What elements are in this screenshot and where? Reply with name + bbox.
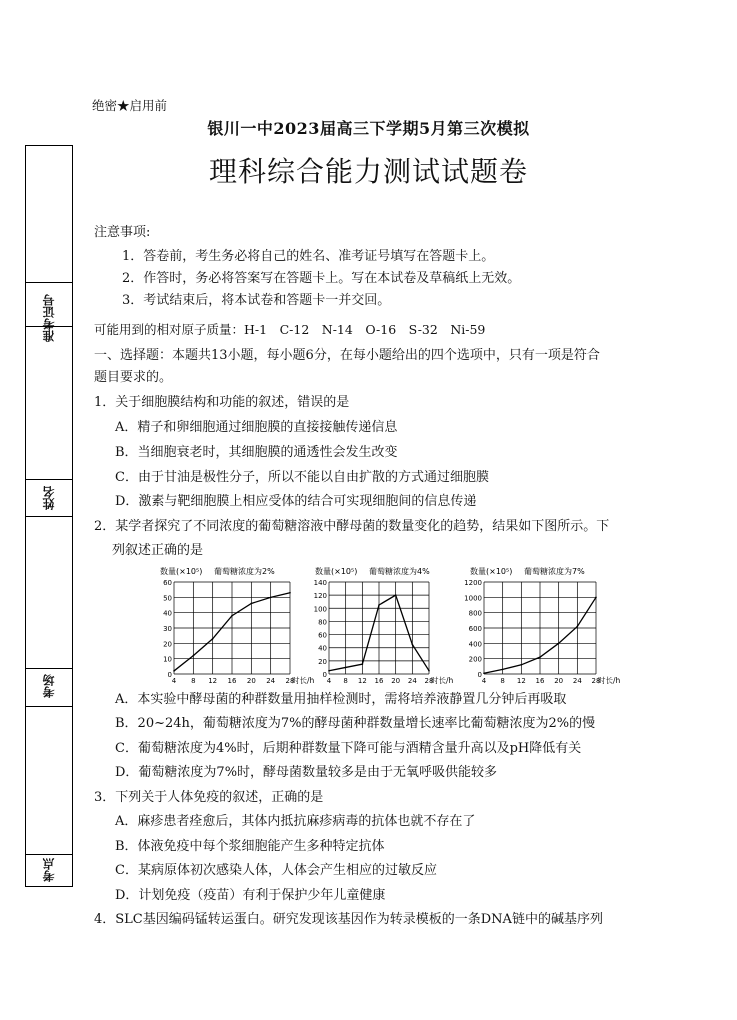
data-point <box>289 592 291 594</box>
y-tick-label: 80 <box>318 618 327 627</box>
question-2-option: C．葡萄糖浓度为4%时，后期种群数量下降可能与酒精含量升高以及pH降低有关 <box>115 741 582 756</box>
data-point <box>173 670 175 672</box>
data-point <box>270 597 272 599</box>
question-2-option: D．葡萄糖浓度为7%时，酵母菌数量较多是由于无氧呼吸供能较多 <box>115 765 498 780</box>
chart-2-percent <box>160 566 315 685</box>
note-item: 2．作答时，务必将答案写在答题卡上。写在本试卷及草稿纸上无效。 <box>122 271 521 286</box>
chart-title: 葡萄糖浓度为4% <box>369 567 430 576</box>
y-tick-label: 120 <box>313 592 327 601</box>
data-point <box>412 644 414 646</box>
question-3-option: C．某病原体初次感染人体，人体会产生相应的过敏反应 <box>115 863 437 878</box>
x-tick-label: 16 <box>227 677 237 685</box>
x-tick-label: 24 <box>572 677 582 685</box>
y-tick-label: 400 <box>468 640 482 649</box>
x-tick-label: 24 <box>266 677 276 685</box>
sidebar-divider <box>26 516 72 517</box>
y-tick-label: 140 <box>313 579 327 587</box>
y-tick-label: 50 <box>163 594 172 603</box>
question-3-option: D．计划免疫（疫苗）有利于保护少年儿童健康 <box>115 888 386 903</box>
data-point <box>193 655 195 657</box>
question-1-option: D．激素与靶细胞膜上相应受体的结合可实现细胞间的信息传递 <box>115 494 477 509</box>
exam-site-label: 考点 <box>42 858 56 882</box>
x-tick-label: 12 <box>357 677 367 685</box>
x-axis-label: 时长/h <box>431 676 454 685</box>
chart-7-percent <box>464 566 620 685</box>
y-tick-label: 800 <box>468 609 482 618</box>
x-tick-label: 20 <box>554 677 564 685</box>
question-1-option: C．由于甘油是极性分子，所以不能以自由扩散的方式通过细胞膜 <box>115 470 489 485</box>
data-point <box>345 667 347 669</box>
sidebar-divider <box>26 479 72 480</box>
data-point <box>212 638 214 640</box>
question-3-option: A．麻疹患者痊愈后，其体内抵抗麻疹病毒的抗体也就不存在了 <box>115 814 476 829</box>
sidebar-divider <box>26 706 72 707</box>
note-item: 3．考试结束后，将本试卷和答题卡一并交回。 <box>122 293 391 308</box>
data-point <box>378 604 380 606</box>
question-3-option: B．体液免疫中每个浆细胞能产生多种特定抗体 <box>115 839 385 854</box>
x-tick-label: 16 <box>535 677 545 685</box>
y-tick-label: 40 <box>318 644 327 653</box>
y-tick-label: 30 <box>163 625 172 633</box>
yeast-growth-charts <box>140 562 737 686</box>
y-axis-label: 数量(×10⁵) <box>160 567 203 576</box>
x-tick-label: 28 <box>424 677 434 685</box>
question-1-stem: 1．关于细胞膜结构和功能的叙述，错误的是 <box>94 395 350 410</box>
x-tick-label: 8 <box>191 677 196 685</box>
data-point <box>577 626 579 628</box>
y-tick-label: 200 <box>468 655 482 664</box>
data-point <box>483 672 485 674</box>
sidebar-divider <box>26 326 72 327</box>
y-tick-label: 0 <box>167 671 172 679</box>
x-tick-label: 4 <box>326 677 332 685</box>
exam-room-label: 考场 <box>42 674 56 698</box>
y-tick-label: 600 <box>468 625 482 633</box>
question-2-option: A．本实验中酵母菌的种群数量用抽样检测时，需将培养液静置几分钟后再吸取 <box>115 692 567 707</box>
x-tick-label: 28 <box>591 677 601 685</box>
sidebar-divider <box>26 282 72 283</box>
note-item: 1．答卷前，考生务必将自己的姓名、准考证号填写在答题卡上。 <box>122 249 495 264</box>
exam-name: 银川一中2023届高三下学期5月第三次模拟 <box>207 119 530 138</box>
sidebar-divider <box>26 668 72 669</box>
y-tick-label: 60 <box>163 579 172 587</box>
question-3-stem: 3．下列关于人体免疫的叙述，正确的是 <box>94 790 324 805</box>
y-tick-label: 60 <box>318 631 327 640</box>
binding-sidebar <box>25 145 73 887</box>
question-4-stem: 4．SLC基因编码锰转运蛋白。研究发现该基因作为转录模板的一条DNA链中的碱基序列 <box>94 912 603 927</box>
y-axis-label: 数量(×10⁵) <box>470 567 513 576</box>
y-axis-label: 数量(×10⁵) <box>315 567 358 576</box>
x-tick-label: 12 <box>208 677 218 685</box>
name-label: 姓名 <box>42 486 56 510</box>
y-tick-label: 1000 <box>464 594 482 603</box>
data-point <box>328 670 330 672</box>
x-tick-label: 20 <box>246 677 256 685</box>
notes-heading: 注意事项: <box>94 225 151 240</box>
data-point <box>521 664 523 666</box>
x-tick-label: 4 <box>481 677 487 685</box>
data-point <box>502 669 504 671</box>
confidential-mark: 绝密★启用前 <box>92 98 168 113</box>
data-point <box>231 615 233 617</box>
y-tick-label: 40 <box>163 609 172 618</box>
data-point <box>251 603 253 605</box>
chart-title: 葡萄糖浓度为7% <box>524 567 585 576</box>
chart-title: 葡萄糖浓度为2% <box>214 567 275 576</box>
question-2-stem-cont: 列叙述正确的是 <box>112 543 204 558</box>
paper-title: 理科综合能力测试试题卷 <box>208 155 528 188</box>
data-point <box>595 597 597 599</box>
data-point <box>395 594 397 596</box>
sidebar-divider <box>26 854 72 855</box>
x-tick-label: 24 <box>407 677 417 685</box>
y-tick-label: 0 <box>322 671 327 679</box>
admission-number-label: 准考证号 <box>42 294 56 342</box>
y-tick-label: 20 <box>318 657 327 666</box>
question-2-option: B．20~24h，葡萄糖浓度为7%的酵母菌种群数量增长速率比葡萄糖浓度为2%的慢 <box>115 716 596 731</box>
y-tick-label: 10 <box>163 655 172 664</box>
x-tick-label: 20 <box>391 677 401 685</box>
question-2-stem: 2．某学者探究了不同浓度的葡萄糖溶液中酵母菌的数量变化的趋势，结果如下图所示。下 <box>94 519 610 534</box>
section-instructions-cont: 题目要求的。 <box>94 370 173 385</box>
section-instructions: 一、选择题：本题共13小题，每小题6分，在每小题给出的四个选项中，只有一项是符合 <box>94 348 600 363</box>
x-axis-label: 时长/h <box>598 676 621 685</box>
y-tick-label: 1200 <box>464 579 482 587</box>
y-tick-label: 0 <box>477 671 482 679</box>
atomic-masses: 可能用到的相对原子质量：H-1 C-12 N-14 O-16 S-32 Ni-59 <box>94 322 486 337</box>
x-tick-label: 8 <box>343 677 348 685</box>
data-point <box>539 656 541 658</box>
chart-4-percent <box>314 566 454 685</box>
y-tick-label: 20 <box>163 640 172 649</box>
x-tick-label: 4 <box>171 677 177 685</box>
question-1-option: A．精子和卵细胞通过细胞膜的直接接触传递信息 <box>115 420 398 435</box>
x-tick-label: 12 <box>516 677 526 685</box>
data-point <box>362 663 364 665</box>
x-tick-label: 28 <box>285 677 295 685</box>
x-axis-label: 时长/h <box>292 676 315 685</box>
data-point <box>558 643 560 645</box>
x-tick-label: 16 <box>374 677 384 685</box>
data-point <box>428 670 430 672</box>
x-tick-label: 8 <box>500 677 505 685</box>
y-tick-label: 100 <box>313 605 327 614</box>
question-1-option: B．当细胞衰老时，其细胞膜的通透性会发生改变 <box>115 445 398 460</box>
